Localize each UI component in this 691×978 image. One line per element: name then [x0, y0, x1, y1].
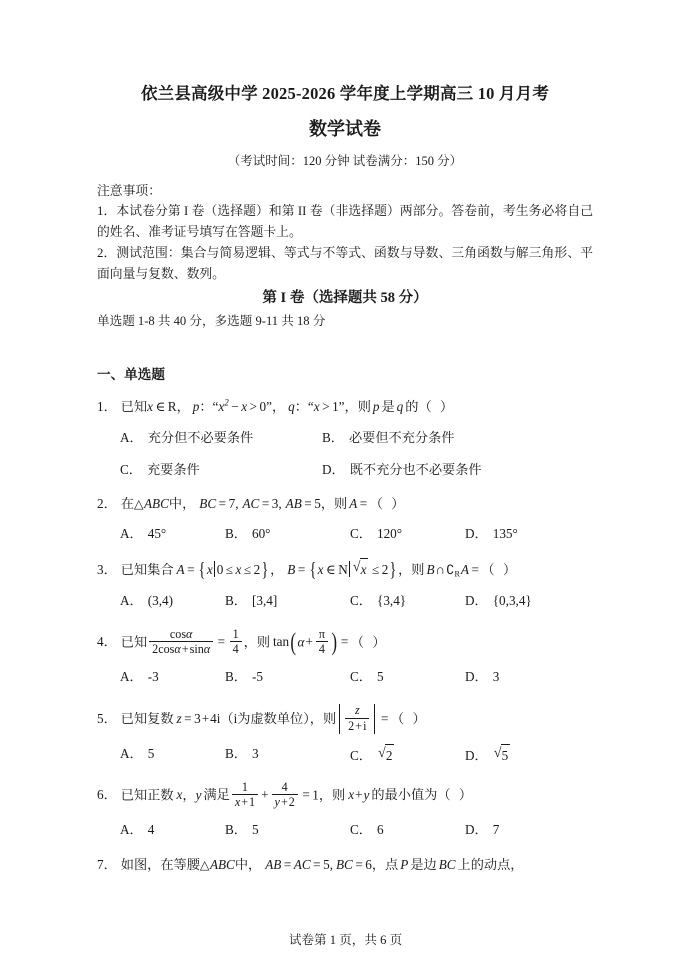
question-4-options [97, 667, 593, 688]
question-6-stem: 6． 已知正数 x，y 满足 $\frac{1}{x+1}$ + $\frac{4}{y+2}$ = 1，则 x+y 的最小值为（ ） [97, 779, 473, 810]
question-3-option-row [97, 591, 593, 612]
section-banner: 第 I 卷（选择题共 58 分） [262, 290, 428, 307]
page-title: 依兰县高级中学 2025-2026 学年度上学期高三 10 月月考 [140, 84, 550, 103]
part-heading: 一、单选题 [97, 367, 165, 383]
question-2-option-c[interactable]: C． 120° [350, 526, 403, 542]
question-4-option-d[interactable]: D． 3 [465, 668, 500, 684]
question-1-options [97, 428, 593, 481]
question-2-options [97, 524, 593, 545]
question-6 [97, 779, 593, 841]
question-7-number: 7． [97, 856, 117, 872]
sqrt-icon: √ 5 [494, 744, 510, 766]
question-7-stem: 7． 如图，在等腰△ABC中， AB = AC = 5, BC = 6，点 P 是边 BC 上的动点， [97, 856, 524, 873]
question-2 [97, 494, 593, 545]
question-2-option-d[interactable]: D． 135° [465, 526, 518, 542]
question-3-options [97, 591, 593, 612]
question-6-option-b[interactable]: B． 5 [225, 821, 259, 837]
question-2-option-b[interactable]: B． 60° [225, 526, 271, 542]
question-3-option-b[interactable]: B． [3,4] [225, 592, 278, 608]
question-4-option-a[interactable]: A． -3 [120, 668, 159, 684]
notice-label: 注意事项： [97, 183, 161, 198]
question-1-option-row-1 [97, 428, 593, 449]
question-1-option-d[interactable]: D． 既不充分也不必要条件 [322, 461, 482, 478]
question-6-option-c[interactable]: C． 6 [350, 821, 384, 837]
question-5-option-d[interactable]: D． √ 5 [465, 744, 511, 766]
question-2-option-a[interactable]: A． 45° [120, 526, 167, 542]
question-1-option-b[interactable]: B． 必要但不充分条件 [322, 429, 455, 446]
section-subnote: 单选题 1-8 共 40 分，多选题 9-11 共 18 分 [97, 314, 326, 329]
question-4-option-row [97, 667, 593, 688]
question-1-option-a[interactable]: A． 充分但不必要条件 [120, 429, 254, 446]
question-5-options [97, 744, 593, 765]
question-7 [97, 855, 593, 876]
page-content [97, 0, 593, 876]
question-6-options [97, 820, 593, 841]
question-5-number: 5． [97, 710, 117, 726]
question-1-option-c[interactable]: C． 充要条件 [120, 461, 200, 478]
question-5-option-a[interactable]: A． 5 [120, 745, 155, 761]
question-2-number: 2． [97, 495, 117, 511]
question-1-stem: 1． 已知x ∈ R， p：“$x^2 - x > 0$”， q：“x > 1”，则 p 是 q 的（ ） [97, 397, 454, 416]
question-5-option-c[interactable]: C． √ 2 [350, 744, 395, 766]
sqrt-icon: √ 2 [378, 744, 394, 766]
question-6-number: 6． [97, 787, 117, 803]
question-3-stem: 3． 已知集合 A = {x 0 ≤ x ≤ 2}， B = {x ∈ N √ x ≤ 2}，则 $B\cap∁_RA$ = （ ） [97, 558, 593, 581]
question-1-option-row-2 [97, 460, 593, 481]
notice-item-1: 1．本试卷分第 I 卷（选择题）和第 II 卷（非选择题）两部分。答卷前，考生务必将自己的姓名、准考证号填写在答题卡上。 [97, 204, 593, 240]
page-subtitle: 数学试卷 [309, 119, 381, 140]
question-5-stem: 5． 已知复数 z = 3+4i（i为虚数单位），则 $\frac{z}{2+i}$ = （ ） [97, 703, 426, 733]
question-3-option-d[interactable]: D． {0,3,4} [465, 592, 532, 608]
question-6-option-d[interactable]: D． 7 [465, 821, 500, 837]
question-4-option-c[interactable]: C． 5 [350, 668, 384, 684]
question-3-option-c[interactable]: C． {3,4} [350, 592, 407, 608]
question-4-stem: 4． 已知 $\frac{\cos\alpha}{2\cos\alpha+\sin\alpha}$ = $\frac{1}{4}$ ，则 tan(α+ $\frac{\pi}{4}$ ) = （ ） [97, 626, 386, 657]
question-2-option-row [97, 524, 593, 545]
page-footer: 试卷第 1 页，共 6 页 [288, 933, 403, 947]
notice-block [97, 181, 593, 285]
question-6-option-a[interactable]: A． 4 [120, 821, 155, 837]
question-1 [97, 397, 593, 480]
question-5-option-row [97, 744, 593, 765]
question-2-stem: 2． 在△ABC中， BC = 7, AC = 3, AB = 5，则 A = （ ） [97, 495, 405, 512]
question-5 [97, 705, 593, 765]
question-3-option-a[interactable]: A． (3,4) [120, 592, 173, 608]
question-4-number: 4． [97, 634, 117, 650]
question-5-option-b[interactable]: B． 3 [225, 745, 259, 761]
question-6-option-row [97, 820, 593, 841]
exam-info: （考试时间：120 分钟 试卷满分：150 分） [227, 154, 463, 169]
question-3-number: 3． [97, 562, 117, 578]
question-3 [97, 558, 593, 611]
question-1-number: 1． [97, 399, 117, 415]
question-4 [97, 626, 593, 688]
question-4-option-b[interactable]: B． -5 [225, 668, 263, 684]
notice-item-2: 2．测试范围：集合与简易逻辑、等式与不等式、函数与导数、三角函数与解三角形、平面向量与复数、数列。 [97, 245, 593, 281]
